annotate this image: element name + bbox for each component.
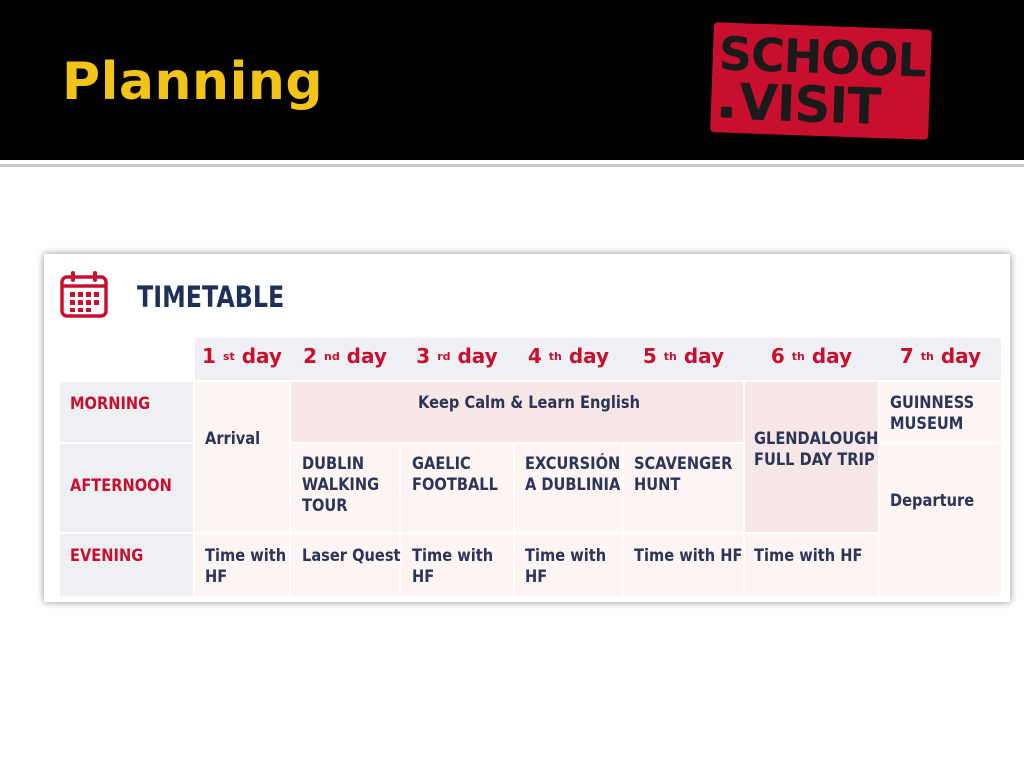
- day-header-4: [515, 334, 622, 378]
- day-word: day: [811, 344, 853, 368]
- cell-gaelic: GAELIC FOOTBALL: [412, 454, 498, 495]
- day-word: day: [457, 344, 498, 368]
- day-word: day: [683, 344, 725, 368]
- day-suffix: th: [548, 349, 562, 363]
- calendar-icon: [60, 270, 108, 318]
- cell-evening-day5: Time with HF: [634, 546, 743, 566]
- day-suffix: nd: [323, 349, 340, 363]
- cell-scavenger: SCAVENGER HUNT: [634, 454, 733, 495]
- day-suffix: rd: [437, 349, 451, 363]
- timetable-title: TIMETABLE: [137, 280, 285, 314]
- day-suffix: th: [663, 349, 677, 363]
- day-number: 4: [527, 344, 542, 368]
- day-header-1: [195, 334, 289, 378]
- cell-evening-day3: Time with HF: [412, 546, 494, 587]
- day-word: day: [940, 344, 982, 368]
- day-word: day: [346, 344, 387, 368]
- day-suffix: st: [222, 349, 235, 363]
- day-number: 7: [899, 344, 914, 368]
- day-word: day: [241, 344, 282, 368]
- row-label-evening: EVENING: [70, 546, 144, 566]
- day-header-3: [401, 334, 513, 378]
- cell-departure-bg: [880, 444, 1001, 596]
- slide-title: Planning: [62, 52, 324, 112]
- cell-dublin-tour: DUBLIN WALKING TOUR: [302, 454, 380, 516]
- cell-evening-day1: Time with HF: [205, 546, 287, 587]
- day-number: 1: [202, 344, 216, 368]
- day-number: 2: [303, 344, 318, 368]
- school-visit-logo: [710, 22, 932, 140]
- logo-line-school: SCHOOL: [717, 26, 927, 88]
- day-number: 5: [642, 344, 657, 368]
- day-header-5: [624, 334, 743, 378]
- day-number: 3: [416, 344, 431, 368]
- cell-arrival: Arrival: [205, 429, 261, 449]
- cell-evening-day6: Time with HF: [754, 546, 863, 566]
- day-header-2: [291, 334, 399, 378]
- logo-line-visit: VISIT: [738, 73, 882, 137]
- cell-departure: Departure: [890, 491, 975, 511]
- cell-guinness: GUINNESS MUSEUM: [890, 393, 975, 434]
- cell-keep-calm: Keep Calm & Learn English: [418, 393, 641, 413]
- row-label-afternoon: AFTERNOON: [70, 476, 172, 496]
- day-header-7: [880, 334, 1001, 378]
- cell-excursion: EXCURSIÓN A DUBLINIA: [525, 454, 621, 495]
- day-word: day: [568, 344, 610, 368]
- row-label-morning: MORNING: [70, 394, 151, 414]
- header-divider: [0, 164, 1024, 167]
- day-suffix: th: [920, 349, 934, 363]
- day-header-6: [745, 334, 878, 378]
- cell-evening-day4: Time with HF: [525, 546, 607, 587]
- slide-header: [0, 0, 1024, 160]
- day-suffix: th: [791, 349, 805, 363]
- cell-arrival-bg: [195, 382, 289, 532]
- cell-glendalough: GLENDALOUGH FULL DAY TRIP: [754, 429, 879, 470]
- timetable-card: [44, 254, 1010, 602]
- day-number: 6: [770, 344, 785, 368]
- logo-dot: [721, 107, 732, 118]
- cell-evening-day2: Laser Quest: [302, 546, 401, 566]
